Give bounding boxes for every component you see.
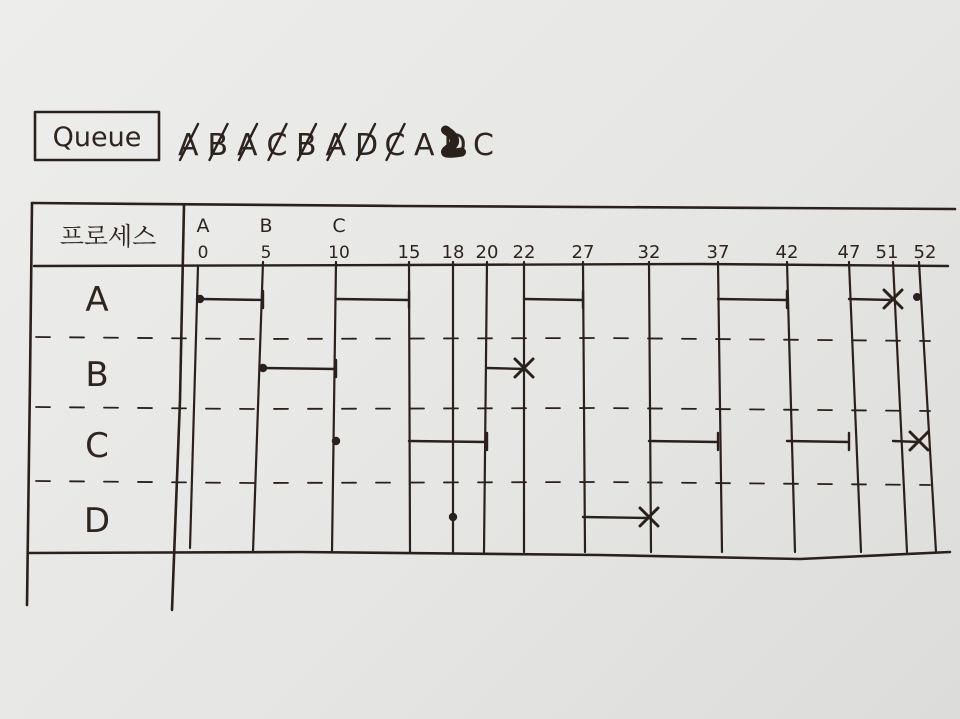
table-top-border xyxy=(32,203,955,209)
process-label-d: D xyxy=(83,501,111,541)
time-gridlines xyxy=(190,262,936,552)
process-labels xyxy=(84,280,110,541)
run-segment-a xyxy=(849,299,893,300)
run-segment-b xyxy=(263,368,336,369)
queue-letter: B xyxy=(207,128,229,163)
process-label-b: B xyxy=(85,355,109,395)
process-label-a: A xyxy=(85,280,109,320)
run-segment-c xyxy=(649,441,718,442)
queue-section xyxy=(35,112,494,163)
time-tick-label: 47 xyxy=(837,242,861,263)
arrival-process-label: B xyxy=(259,215,273,237)
time-gridline xyxy=(253,262,263,552)
time-tick-label: 27 xyxy=(571,242,595,263)
table-left-border xyxy=(27,203,32,605)
queue-letter: C xyxy=(384,128,406,163)
arrival-dot-c xyxy=(332,437,340,445)
run-segment-c xyxy=(893,441,919,442)
queue-letter: C xyxy=(473,128,494,163)
process-header: 프로세스 xyxy=(59,222,157,251)
queue-letter: A xyxy=(325,128,347,163)
scheduling-table xyxy=(27,203,955,610)
row-divider xyxy=(36,481,930,485)
time-gridline xyxy=(849,262,861,552)
queue-letter: A xyxy=(414,128,435,163)
table-header-bottom xyxy=(34,264,948,266)
queue-letter: A xyxy=(178,128,199,163)
time-tick-label: 18 xyxy=(441,242,465,263)
time-gridline xyxy=(190,266,198,548)
run-segment-d xyxy=(583,517,649,518)
time-gridline xyxy=(718,262,722,552)
time-tick-label: 32 xyxy=(637,242,661,263)
run-segment-a xyxy=(718,299,787,300)
queue-letter: C xyxy=(266,128,288,163)
queue-letter: A xyxy=(237,128,258,163)
run-segment-a xyxy=(336,299,409,300)
process-label-c: C xyxy=(85,426,109,466)
time-gridline xyxy=(484,262,487,552)
arrival-time-label: 0 xyxy=(197,243,209,263)
arrival-process-label: A xyxy=(196,215,210,237)
row-a-end-dot xyxy=(913,293,921,301)
time-tick-label: 15 xyxy=(397,242,421,263)
time-tick-label: 22 xyxy=(512,242,536,263)
time-gridline xyxy=(919,262,936,552)
time-tick-label: 51 xyxy=(875,242,899,263)
queue-letter: D xyxy=(443,128,467,163)
arrival-labels xyxy=(197,215,350,263)
table-bottom-border xyxy=(28,552,950,559)
row-divider xyxy=(36,407,930,411)
queue-sequence xyxy=(178,124,494,163)
queue-letter: B xyxy=(296,128,317,163)
time-gridline xyxy=(649,262,651,552)
gantt-marks xyxy=(196,290,928,526)
time-tick-label: 42 xyxy=(775,242,799,263)
time-tick-label: 20 xyxy=(475,242,499,263)
queue-letter: D xyxy=(355,128,379,163)
queue-label: Queue xyxy=(52,122,142,153)
run-segment-c xyxy=(787,441,849,442)
time-gridline xyxy=(332,262,336,552)
run-segment-a xyxy=(524,299,583,300)
run-segment-b xyxy=(487,368,524,369)
arrival-time-label: 5 xyxy=(260,243,272,263)
arrival-dot-d xyxy=(449,513,457,521)
run-segment-c xyxy=(409,441,487,442)
row-divider xyxy=(36,337,930,341)
time-tick-label: 37 xyxy=(706,242,730,263)
arrival-process-label: C xyxy=(332,215,346,237)
time-tick-labels xyxy=(398,242,937,263)
run-segment-a xyxy=(200,299,263,300)
row-dividers xyxy=(36,337,930,485)
arrival-time-label: 10 xyxy=(328,243,350,263)
time-tick-label: 52 xyxy=(913,242,937,263)
